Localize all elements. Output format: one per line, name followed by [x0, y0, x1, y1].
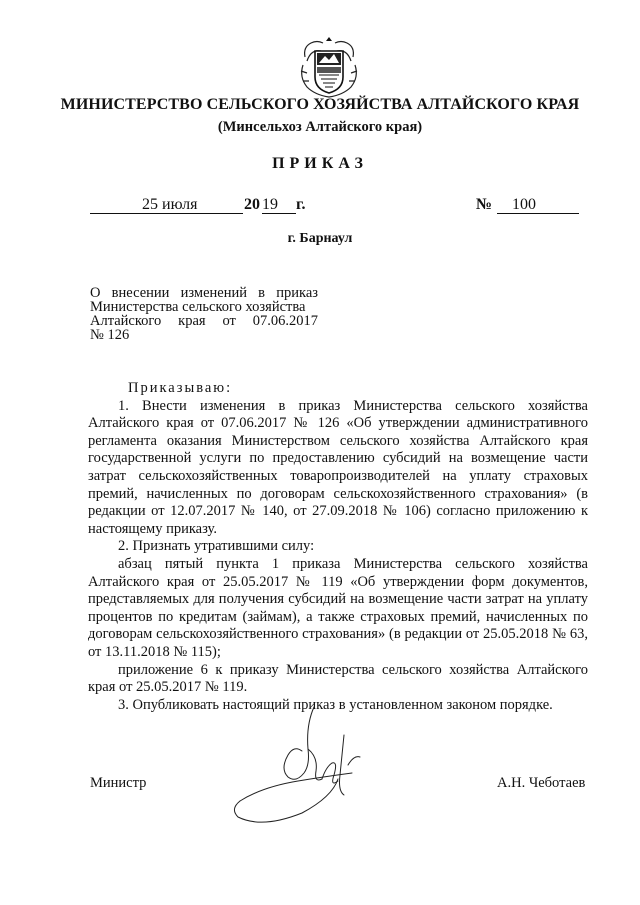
order-body [88, 380, 588, 714]
subject-line: № 126 [90, 327, 130, 343]
coat-of-arms-emblem [297, 37, 361, 99]
subject-line: Министерства сельского хозяйства [90, 299, 306, 315]
ministry-short-name: (Минсельхоз Алтайского края) [217, 119, 423, 135]
number-underline [497, 213, 579, 214]
signer-title: Министр [90, 775, 147, 791]
number-sign: № [476, 196, 493, 213]
ministry-name: МИНИСТЕРСТВО СЕЛЬСКОГО ХОЗЯЙСТВА АЛТАЙСКОГО КРАЯ [60, 96, 580, 113]
subject-line: Алтайского края от 07.06.2017 [90, 313, 318, 329]
date-number-line [0, 196, 640, 216]
order-item-3: 3. Опубликовать настоящий приказ в установленном законом порядке. [118, 696, 553, 713]
order-item-2: 2. Признать утратившими силу: [118, 538, 315, 555]
document-type-title: ПРИКАЗ [272, 155, 368, 172]
order-year-suffix: 19 [262, 196, 278, 213]
order-number: 100 [512, 196, 536, 213]
city: г. Барнаул [287, 231, 353, 246]
signer-name: А.Н. Чеботаев [497, 775, 586, 791]
order-subject [90, 286, 318, 342]
year-mark: г. [296, 196, 306, 213]
subject-line: О внесении изменений в приказ [90, 285, 318, 301]
order-year-prefix: 20 [244, 196, 260, 213]
order-item-1: 1. Внести изменения в приказ Министерства сельского хозяйства Алтайского края от 07.06.2017 № 126 «Об утверждении административного регламента оказания Министерством сельского хозяйства Алтайского края государственной услуги по предоставлению субсидий на возмещение части затрат сельскохозяйственных товаропроизводителей на уплату страховых премий, начисленных по договорам сельскохозяйственного страхования» (в редакции от 12.07.2017 № 140, от 27.09.2018 № 106) согласно приложению к настоящему приказу. [88, 397, 588, 537]
order-item-2-paragraph-b: приложение 6 к приказу Министерства сельского хозяйства Алтайского края от 25.05.2017 № 119. [88, 661, 588, 696]
order-word: Приказываю: [128, 380, 233, 396]
order-date: 25 июля [142, 196, 198, 213]
handwritten-signature [222, 705, 372, 830]
order-item-2-paragraph-a: абзац пятый пункта 1 приказа Министерства сельского хозяйства Алтайского края от 25.05.2017 № 119 «Об утверждении форм документов, представляемых для получения субсидий на возмещение части затрат на уплату процентов по кредитам (займам), а также страховых премий, начисленных по договорам сельскохозяйственного страхования» (в редакции от 25.05.2018 № 63, от 13.11.2018 № 115); [88, 555, 588, 660]
